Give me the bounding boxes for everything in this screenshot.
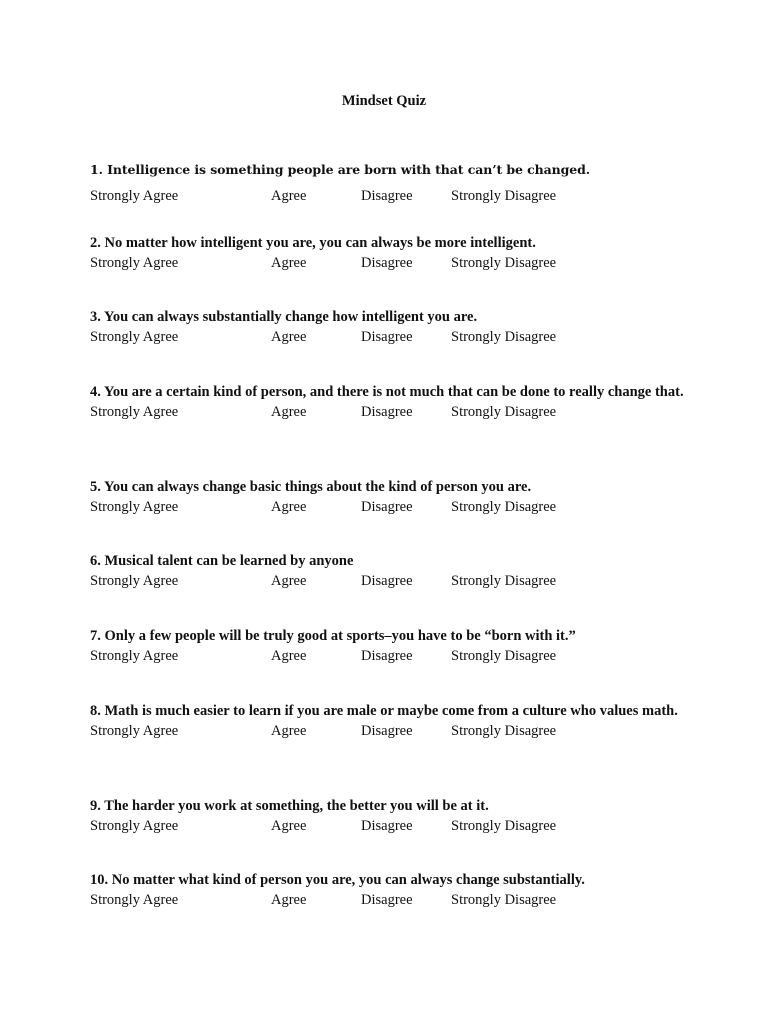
answer-options (90, 722, 690, 741)
question-8 (90, 702, 690, 741)
option-agree[interactable]: Agree (271, 818, 307, 834)
answer-options (90, 817, 690, 836)
question-text: 10. No matter what kind of person you are, you can always change substantially. (90, 872, 585, 888)
option-strongly-agree[interactable]: Strongly Agree (90, 188, 179, 204)
option-strongly-disagree[interactable]: Strongly Disagree (451, 499, 557, 515)
option-strongly-disagree[interactable]: Strongly Disagree (451, 892, 557, 908)
option-strongly-agree[interactable]: Strongly Agree (90, 255, 179, 271)
question-10 (90, 871, 690, 910)
option-agree[interactable]: Agree (271, 188, 307, 204)
option-disagree[interactable]: Disagree (361, 723, 413, 739)
option-agree[interactable]: Agree (271, 573, 307, 589)
question-text: 5. You can always change basic things about the kind of person you are. (90, 479, 532, 495)
question-text: 3. You can always substantially change how intelligent you are. (90, 309, 478, 325)
answer-options (90, 403, 690, 422)
answer-options (90, 254, 690, 273)
question-text: 7. Only a few people will be truly good at sports–you have to be “born with it.” (90, 628, 576, 644)
question-2 (90, 234, 690, 273)
option-agree[interactable]: Agree (271, 255, 307, 271)
option-disagree[interactable]: Disagree (361, 818, 413, 834)
option-strongly-agree[interactable]: Strongly Agree (90, 648, 179, 664)
option-strongly-disagree[interactable]: Strongly Disagree (451, 723, 557, 739)
option-disagree[interactable]: Disagree (361, 648, 413, 664)
question-text: 4. You are a certain kind of person, and there is not much that can be done to really change that. (90, 384, 684, 400)
option-strongly-disagree[interactable]: Strongly Disagree (451, 255, 557, 271)
question-5 (90, 478, 690, 517)
option-disagree[interactable]: Disagree (361, 329, 413, 345)
option-strongly-disagree[interactable]: Strongly Disagree (451, 818, 557, 834)
question-text: 1. Intelligence is something people are born with that can’t be changed. (90, 162, 591, 177)
option-strongly-agree[interactable]: Strongly Agree (90, 723, 179, 739)
option-disagree[interactable]: Disagree (361, 573, 413, 589)
answer-options (90, 647, 690, 666)
question-4 (90, 383, 690, 422)
answer-options (90, 498, 690, 517)
question-3 (90, 308, 690, 347)
option-strongly-agree[interactable]: Strongly Agree (90, 499, 179, 515)
question-text: 9. The harder you work at something, the better you will be at it. (90, 798, 489, 814)
option-strongly-disagree[interactable]: Strongly Disagree (451, 188, 557, 204)
option-agree[interactable]: Agree (271, 329, 307, 345)
option-strongly-disagree[interactable]: Strongly Disagree (451, 573, 557, 589)
page-title: Mindset Quiz (341, 93, 427, 109)
option-strongly-agree[interactable]: Strongly Agree (90, 892, 179, 908)
question-7 (90, 627, 690, 666)
option-agree[interactable]: Agree (271, 499, 307, 515)
option-agree[interactable]: Agree (271, 892, 307, 908)
answer-options (90, 891, 690, 910)
option-strongly-agree[interactable]: Strongly Agree (90, 329, 179, 345)
option-disagree[interactable]: Disagree (361, 255, 413, 271)
question-text: 8. Math is much easier to learn if you are male or maybe come from a culture who values math. (90, 703, 678, 719)
option-strongly-disagree[interactable]: Strongly Disagree (451, 329, 557, 345)
option-disagree[interactable]: Disagree (361, 404, 413, 420)
question-text: 2. No matter how intelligent you are, you can always be more intelligent. (90, 235, 536, 251)
option-strongly-disagree[interactable]: Strongly Disagree (451, 404, 557, 420)
option-strongly-disagree[interactable]: Strongly Disagree (451, 648, 557, 664)
option-agree[interactable]: Agree (271, 648, 307, 664)
question-text: 6. Musical talent can be learned by anyone (90, 553, 354, 569)
question-9 (90, 797, 690, 836)
answer-options (90, 328, 690, 347)
option-disagree[interactable]: Disagree (361, 499, 413, 515)
option-disagree[interactable]: Disagree (361, 188, 413, 204)
option-agree[interactable]: Agree (271, 723, 307, 739)
option-agree[interactable]: Agree (271, 404, 307, 420)
question-1 (90, 160, 690, 206)
answer-options (90, 187, 690, 206)
option-strongly-agree[interactable]: Strongly Agree (90, 573, 179, 589)
option-disagree[interactable]: Disagree (361, 892, 413, 908)
question-6 (90, 552, 690, 591)
answer-options (90, 572, 690, 591)
option-strongly-agree[interactable]: Strongly Agree (90, 404, 179, 420)
option-strongly-agree[interactable]: Strongly Agree (90, 818, 179, 834)
